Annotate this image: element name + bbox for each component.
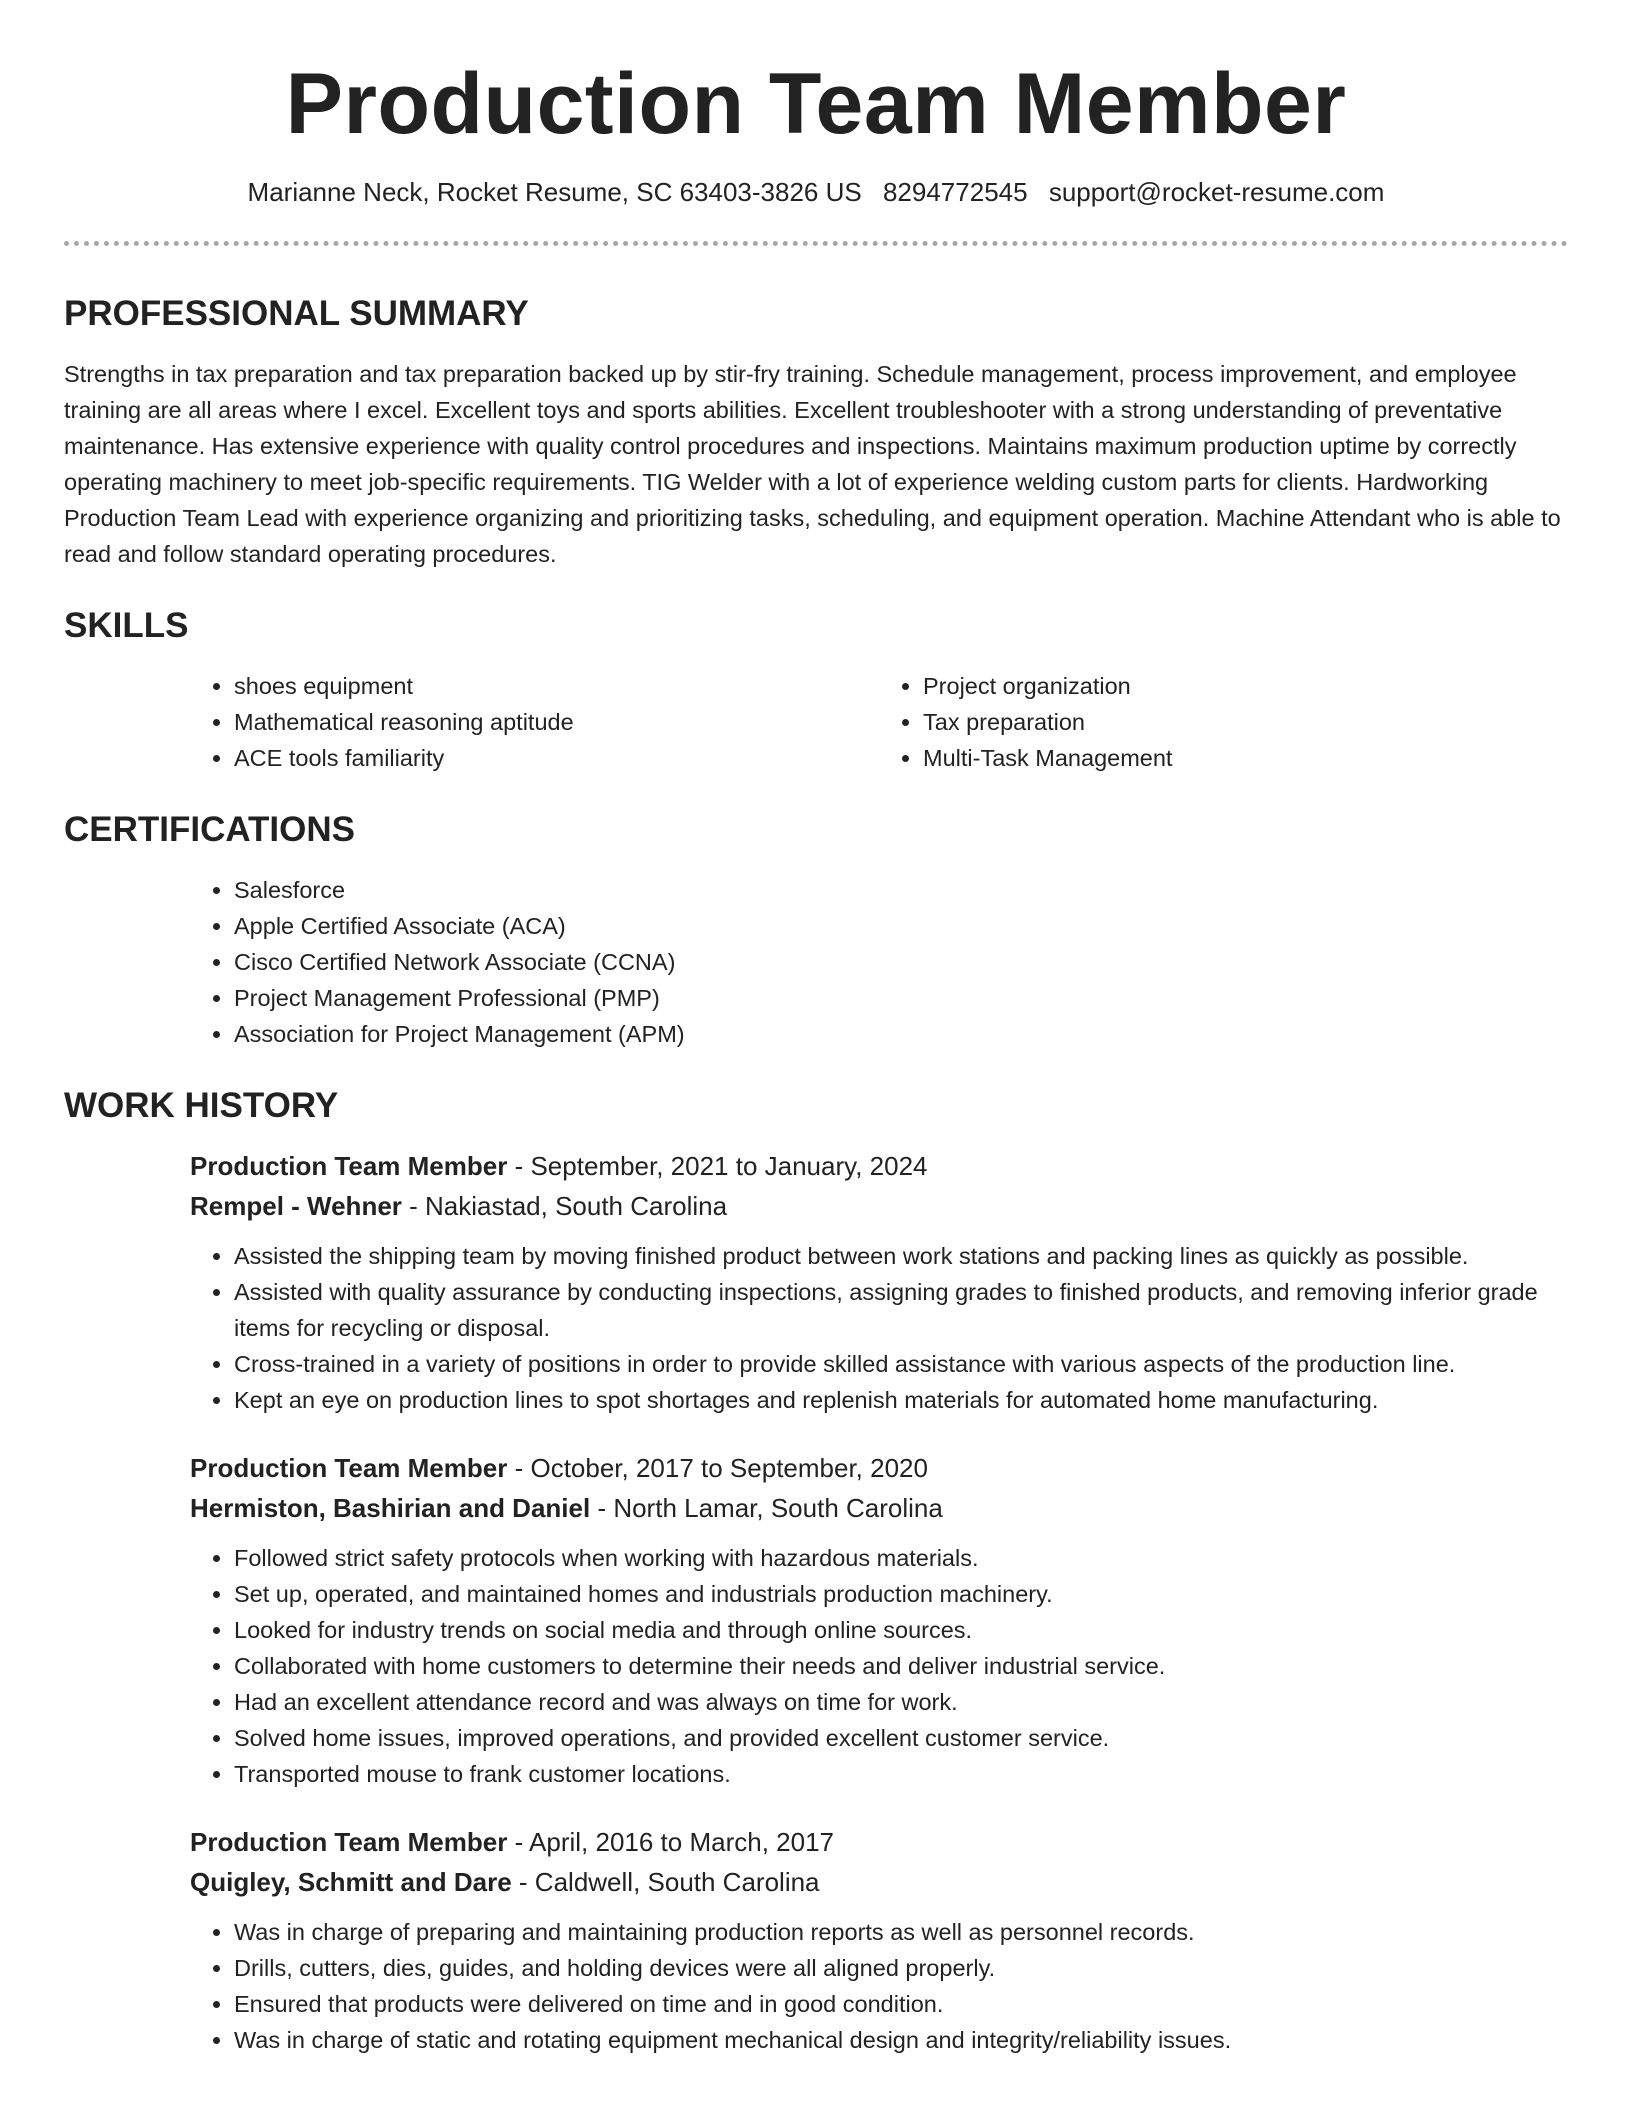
contact-phone: 8294772545	[882, 177, 1028, 207]
contact-email[interactable]: support@rocket-resume.com	[1048, 177, 1385, 207]
job-bullet: • Had an excellent attendance record and was always on time for work.	[234, 1684, 1568, 1720]
job-title: Production Team Member	[190, 1453, 508, 1483]
work-history-section	[64, 1084, 1568, 2058]
summary-section	[64, 292, 1568, 572]
job-bullet: • Assisted the shipping team by moving finished product between work stations and packing lines as quickly as possible.	[234, 1238, 1568, 1274]
job-dates: - April, 2016 to March, 2017	[507, 1827, 834, 1857]
job-entry	[190, 1822, 1568, 2058]
job-bullet: • Kept an eye on production lines to spot shortages and replenish materials for automated home manufacturing.	[234, 1382, 1568, 1418]
job-company-line	[190, 1186, 1568, 1226]
job-bullet: • Set up, operated, and maintained homes and industrials production machinery.	[234, 1576, 1568, 1612]
job-bullet: • Ensured that products were delivered on time and in good condition.	[234, 1986, 1568, 2022]
job-location: - North Lamar, South Carolina	[590, 1493, 943, 1523]
job-bullet: • Looked for industry trends on social media and through online sources.	[234, 1612, 1568, 1648]
skill-item: • Multi-Task Management	[923, 740, 1568, 776]
certification-item: • Cisco Certified Network Associate (CCNA)	[234, 944, 1568, 980]
job-title-line	[190, 1448, 1568, 1488]
job-bullet: • Was in charge of static and rotating equipment mechanical design and integrity/reliability issues.	[234, 2022, 1568, 2058]
job-entry	[190, 1448, 1568, 1792]
resume-page	[64, 0, 1568, 2058]
contact-address: Marianne Neck, Rocket Resume, SC 63403-3826 US	[247, 177, 862, 207]
certification-item: • Association for Project Management (APM)	[234, 1016, 1568, 1052]
skill-item: • Tax preparation	[923, 704, 1568, 740]
certification-item: • Project Management Professional (PMP)	[234, 980, 1568, 1016]
job-bullet: • Assisted with quality assurance by conducting inspections, assigning grades to finished products, and removing inferior grade items for recycling or disposal.	[234, 1274, 1568, 1346]
job-company: Hermiston, Bashirian and Daniel	[190, 1493, 591, 1523]
job-company: Rempel - Wehner	[190, 1191, 402, 1221]
job-bullet: • Collaborated with home customers to determine their needs and deliver industrial service.	[234, 1648, 1568, 1684]
job-title: Production Team Member	[190, 1827, 508, 1857]
job-location: - Caldwell, South Carolina	[511, 1867, 820, 1897]
job-bullet: • Was in charge of preparing and maintaining production reports as well as personnel records.	[234, 1914, 1568, 1950]
skill-item: • ACE tools familiarity	[234, 740, 879, 776]
certifications-list	[190, 872, 1568, 1052]
job-dates: - September, 2021 to January, 2024	[507, 1151, 928, 1181]
skills-heading: SKILLS	[64, 606, 189, 645]
skills-grid	[190, 668, 1568, 776]
header-divider	[64, 241, 1568, 246]
certification-item: • Salesforce	[234, 872, 1568, 908]
summary-heading: PROFESSIONAL SUMMARY	[64, 294, 529, 333]
skills-list-left	[190, 668, 879, 776]
certifications-heading: CERTIFICATIONS	[64, 810, 356, 849]
work-history-heading: WORK HISTORY	[64, 1086, 339, 1125]
job-title-line	[190, 1146, 1568, 1186]
job-title-line	[190, 1822, 1568, 1862]
job-bullets	[190, 1914, 1568, 2058]
job-company-line	[190, 1862, 1568, 1902]
skills-section	[64, 604, 1568, 776]
job-bullets	[190, 1540, 1568, 1792]
job-bullet: • Solved home issues, improved operations, and provided excellent customer service.	[234, 1720, 1568, 1756]
job-company-line	[190, 1488, 1568, 1528]
resume-title: Production Team Member	[285, 56, 1347, 152]
job-location: - Nakiastad, South Carolina	[401, 1191, 728, 1221]
skill-item: • Project organization	[923, 668, 1568, 704]
job-company: Quigley, Schmitt and Dare	[190, 1867, 512, 1897]
job-bullet: • Followed strict safety protocols when working with hazardous materials.	[234, 1540, 1568, 1576]
job-bullet: • Cross-trained in a variety of positions in order to provide skilled assistance with various aspects of the production line.	[234, 1346, 1568, 1382]
summary-text: Strengths in tax preparation and tax preparation backed up by stir-fry training. Schedule management, process improvement, and employee training are all areas where I excel. Excellent toys and sports abilities. Excellent troubleshooter with a strong understanding of preventative maintenance. Has extensive experience with quality control procedures and inspections. Maintains maximum production uptime by correctly operating machinery to meet job-specific requirements. TIG Welder with a lot of experience welding custom parts for clients. Hardworking Production Team Lead with experience organizing and prioritizing tasks, scheduling, and equipment operation. Machine Attendant who is able to read and follow standard operating procedures.	[64, 361, 1561, 567]
skill-item: • shoes equipment	[234, 668, 879, 704]
job-bullet: • Transported mouse to frank customer locations.	[234, 1756, 1568, 1792]
job-bullets	[190, 1238, 1568, 1418]
job-dates: - October, 2017 to September, 2020	[507, 1453, 928, 1483]
job-title: Production Team Member	[190, 1151, 508, 1181]
certification-item: • Apple Certified Associate (ACA)	[234, 908, 1568, 944]
skills-list-right	[879, 668, 1568, 776]
contact-line	[64, 176, 1568, 208]
job-entry	[190, 1146, 1568, 1418]
job-bullet: • Drills, cutters, dies, guides, and holding devices were all aligned properly.	[234, 1950, 1568, 1986]
certifications-section	[64, 808, 1568, 1052]
skill-item: • Mathematical reasoning aptitude	[234, 704, 879, 740]
